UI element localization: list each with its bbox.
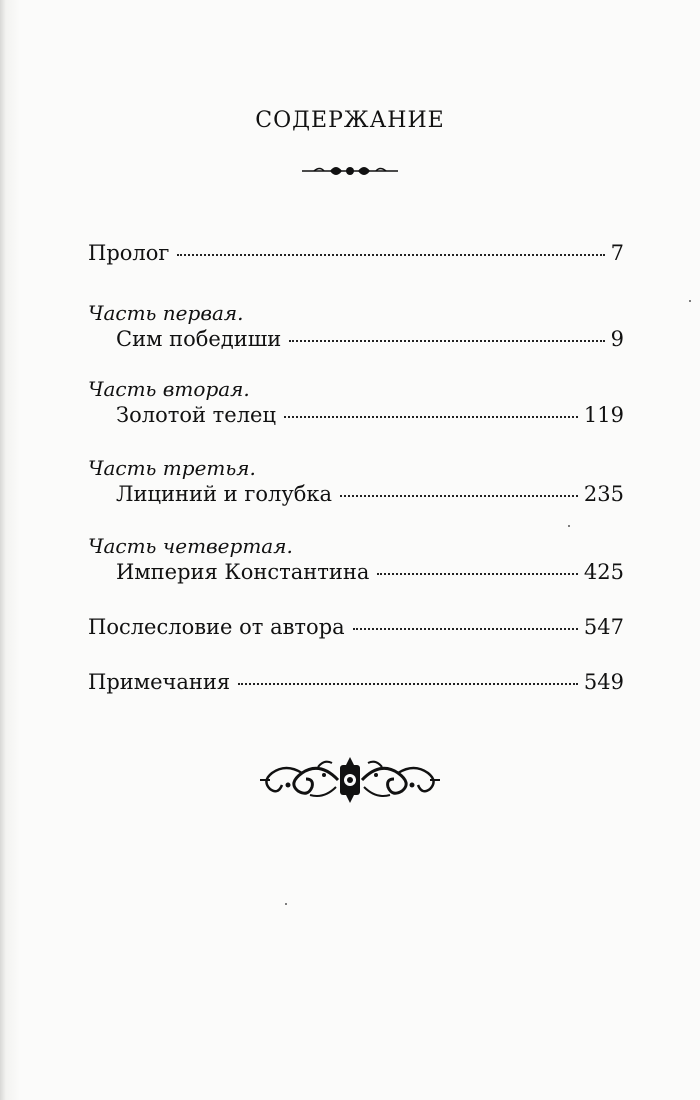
toc-entry-prolog — [88, 240, 624, 266]
paper-speck — [285, 903, 287, 905]
toc-row — [88, 481, 624, 507]
toc-row — [88, 240, 624, 266]
toc-title: Сим победиши — [116, 327, 282, 351]
paper-speck — [689, 300, 691, 302]
toc-entry-part-3 — [88, 455, 624, 507]
toc-title: Пролог — [88, 241, 170, 265]
toc-title: Примечания — [88, 670, 231, 694]
toc-page-number: 9 — [610, 327, 624, 351]
toc-page-number: 547 — [583, 615, 624, 639]
toc-title: Лициний и голубка — [116, 482, 332, 506]
part-label: Часть вторая. — [88, 377, 250, 401]
toc-entry-notes — [88, 669, 624, 695]
toc-entry-part-1 — [88, 300, 624, 352]
page-title: СОДЕРЖАНИЕ — [255, 108, 445, 133]
toc-row — [88, 614, 624, 640]
paper-speck — [568, 525, 570, 527]
ornament-divider-icon — [300, 160, 400, 182]
dot-leader — [177, 253, 604, 256]
part-label: Часть четвертая. — [88, 534, 293, 558]
toc-row — [88, 559, 624, 585]
toc-page-number: 7 — [610, 241, 624, 265]
toc-title: Империя Константина — [116, 560, 370, 584]
part-label: Часть первая. — [88, 301, 244, 325]
toc-page-number: 425 — [583, 560, 624, 584]
toc-page-number: 235 — [583, 482, 624, 506]
toc-entry-afterword — [88, 614, 624, 640]
toc-title: Послесловие от автора — [88, 615, 345, 639]
toc-row — [88, 669, 624, 695]
toc-row — [88, 402, 624, 428]
part-label: Часть третья. — [88, 456, 256, 480]
toc-page-number: 549 — [583, 670, 624, 694]
dot-leader — [353, 627, 578, 630]
dot-leader — [284, 415, 578, 418]
ornament-vignette-icon — [258, 755, 442, 805]
dot-leader — [289, 339, 604, 342]
toc-entry-part-4 — [88, 533, 624, 585]
toc-page-number: 119 — [583, 403, 624, 427]
dot-leader — [377, 572, 578, 575]
dot-leader — [238, 682, 578, 685]
toc-title: Золотой телец — [116, 403, 276, 427]
toc-entry-part-2 — [88, 376, 624, 428]
toc-row — [88, 326, 624, 352]
dot-leader — [340, 494, 578, 497]
